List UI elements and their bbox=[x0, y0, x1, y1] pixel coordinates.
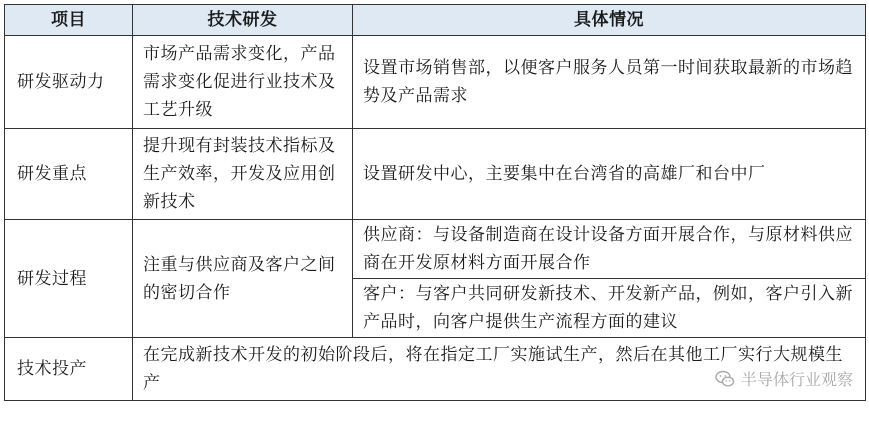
table-row-focus bbox=[5, 129, 866, 220]
row-tech-driver: 市场产品需求变化，产品需求变化促进行业技术及工艺升级 bbox=[133, 36, 353, 129]
header-item: 项目 bbox=[5, 5, 133, 36]
row-detail-process-customer: 客户：与客户共同研发新技术、开发新产品，例如，客户引入新产品时，向客户提供生产流程方面的建议 bbox=[353, 279, 866, 338]
rd-table bbox=[4, 4, 866, 401]
watermark-text: 半导体行业观察 bbox=[740, 370, 853, 389]
row-detail-process-supplier: 供应商：与设备制造商在设计设备方面开展合作，与原材料供应商在开发原材料方面开展合作 bbox=[353, 220, 866, 279]
row-detail-focus: 设置研发中心，主要集中在台湾省的高雄厂和台中厂 bbox=[353, 129, 866, 220]
row-name-invest: 技术投产 bbox=[5, 338, 133, 401]
header-row bbox=[5, 5, 866, 36]
header-tech: 技术研发 bbox=[133, 5, 353, 36]
wechat-icon bbox=[715, 369, 735, 389]
header-detail: 具体情况 bbox=[353, 5, 866, 36]
row-detail-driver: 设置市场销售部，以便客户服务人员第一时间获取最新的市场趋势及产品需求 bbox=[353, 36, 866, 129]
watermark bbox=[715, 367, 853, 390]
row-name-focus: 研发重点 bbox=[5, 129, 133, 220]
row-detail-invest: 在完成新技术开发的初始阶段后，将在指定工厂实施试生产，然后在其他工厂实行大规模生产 bbox=[133, 338, 866, 401]
row-name-driver: 研发驱动力 bbox=[5, 36, 133, 129]
table-row-process-supplier bbox=[5, 220, 866, 279]
row-tech-process: 注重与供应商及客户之间的密切合作 bbox=[133, 220, 353, 338]
table-row-driver bbox=[5, 36, 866, 129]
row-tech-focus: 提升现有封装技术指标及生产效率，开发及应用创新技术 bbox=[133, 129, 353, 220]
row-name-process: 研发过程 bbox=[5, 220, 133, 338]
